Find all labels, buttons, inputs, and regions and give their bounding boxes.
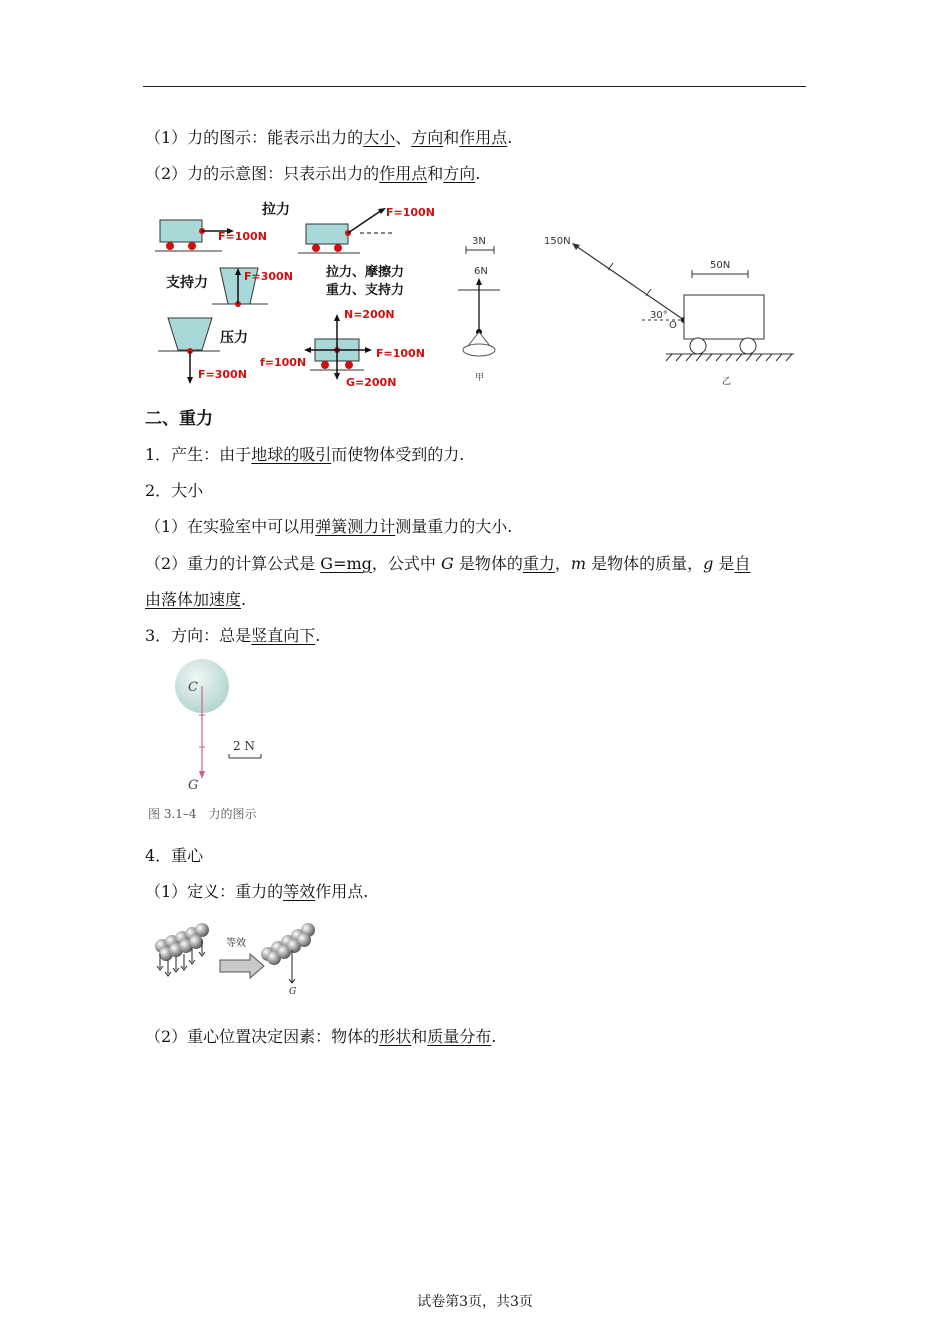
equivalence-figure	[150, 914, 330, 1000]
label-combo-title-1: 拉力、摩擦力	[326, 265, 405, 280]
ball-center-label: C	[188, 680, 198, 695]
label-f100-left: f=100N	[260, 356, 307, 369]
cart-scale-label: 50N	[710, 260, 731, 271]
label-pressure-title: 压力	[220, 330, 248, 346]
item-force-sketch: （2）力的示意图：只表示出力的作用点和方向.	[145, 164, 481, 183]
item-cog-factors: （2）重心位置决定因素：物体的形状和质量分布.	[145, 1027, 497, 1046]
item-gravity-formula: （2）重力的计算公式是 G=mg，公式中 G 是物体的重力，m 是物体的质量，g 是自	[145, 554, 751, 573]
item-cog-definition: （1）定义：重力的等效作用点.	[145, 882, 369, 901]
ball-caption: 图 3.1–4 力的图示	[148, 807, 257, 821]
cart-force-label: 150N	[544, 236, 571, 247]
header-rule	[143, 86, 806, 87]
item-gravity-magnitude: 2．大小	[145, 481, 204, 500]
cart-point-label: O	[669, 320, 677, 331]
lamp-force-label: 6N	[474, 266, 488, 277]
item-force-diagram: （1）力的图示：能表示出力的大小、方向和作用点.	[145, 128, 513, 147]
item-measure-gravity: （1）在实验室中可以用弹簧测力计测量重力的大小.	[145, 517, 513, 536]
label-tension-title: 拉力	[262, 202, 290, 218]
label-combo-title-2: 重力、支持力	[326, 283, 405, 298]
label-f100-a: F=100N	[218, 230, 267, 243]
ball-force-label: G	[188, 778, 199, 793]
cart-figure	[538, 228, 800, 390]
label-f300-b: F=300N	[198, 368, 247, 381]
cart-caption: 乙	[722, 377, 732, 387]
lamp-scale-label: 3N	[472, 236, 486, 247]
sphere-chain-right	[261, 923, 315, 983]
section-gravity-title: 二、重力	[145, 409, 213, 429]
item-gravity-origin: 1．产生：由于地球的吸引而使物体受到的力.	[145, 445, 465, 464]
label-support-title: 支持力	[166, 275, 208, 291]
label-g200: G=200N	[346, 376, 397, 389]
equivalence-label: 等效	[226, 938, 246, 949]
item-gravity-direction: 3．方向：总是竖直向下.	[145, 626, 321, 645]
label-n200: N=200N	[344, 308, 395, 321]
equivalence-force-label: G	[289, 987, 297, 997]
item-center-of-gravity: 4．重心	[145, 846, 204, 865]
lamp-caption: 甲	[475, 373, 485, 383]
cart-box	[160, 220, 202, 242]
ball-weight-figure	[145, 656, 295, 828]
force-examples-figure	[150, 196, 440, 394]
page-footer: 试卷第3页，共3页	[417, 1294, 533, 1310]
equivalence-arrow	[220, 954, 264, 978]
item-gravity-formula-cont: 由落体加速度.	[145, 590, 247, 609]
sphere-chain-left	[155, 923, 209, 976]
lamp-figure	[448, 228, 516, 386]
label-f300-a: F=300N	[244, 270, 293, 283]
label-f100-b: F=100N	[386, 206, 435, 219]
cart-angle-label: 30°	[650, 310, 668, 321]
ball-scale-label: 2 N	[233, 739, 255, 753]
label-f100-right: F=100N	[376, 347, 425, 360]
